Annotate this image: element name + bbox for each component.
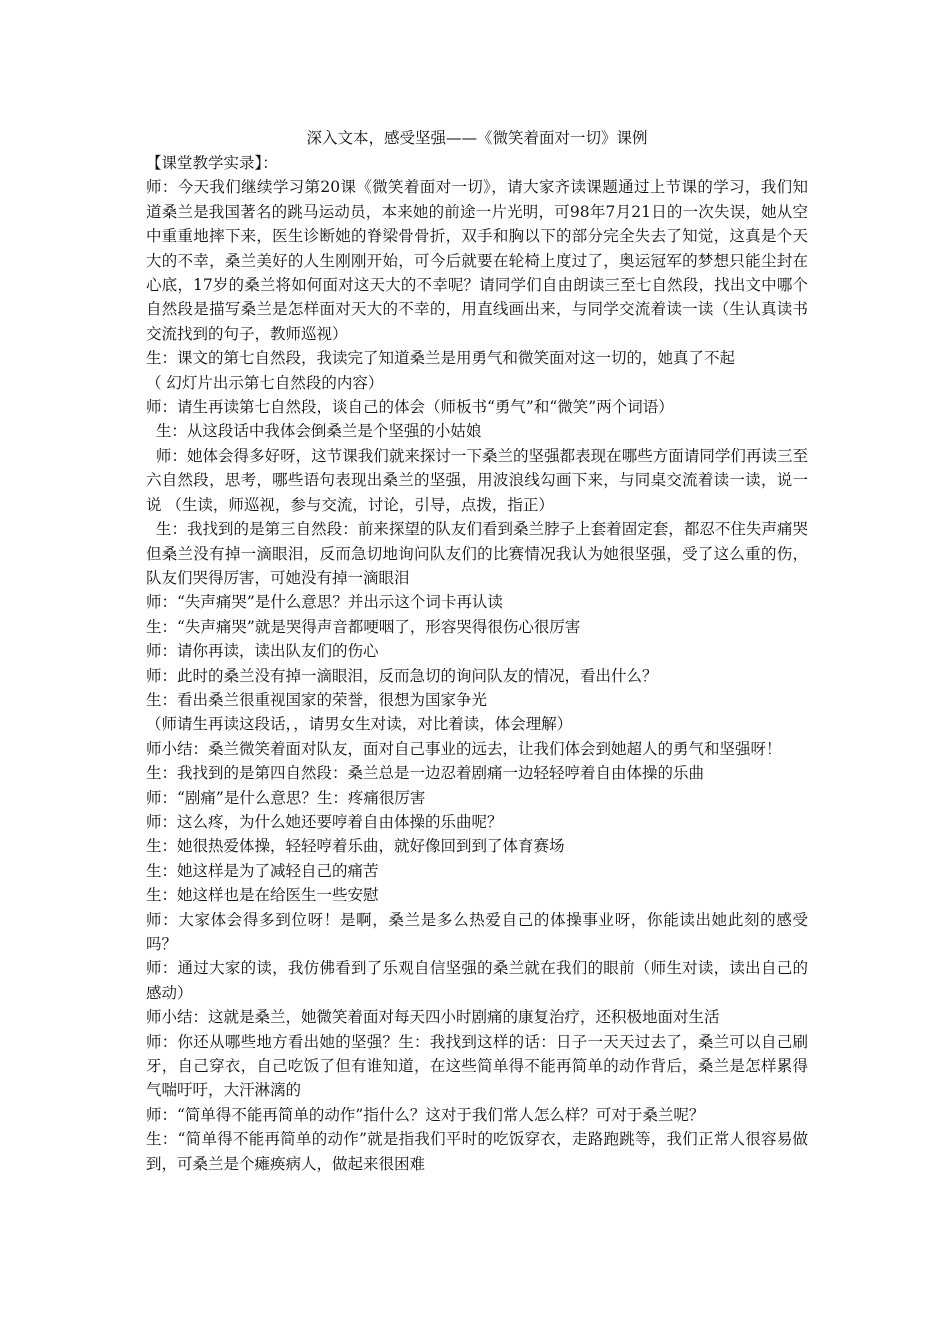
paragraph: （师请生再读这段话，，请男女生对读，对比着读，体会理解） <box>146 715 573 734</box>
paragraph: 生：“简单得不能再简单的动作”就是指我们平时的吃饭穿衣，走路跑跳等，我们正常人很容易做到，可桑兰是个瘫痪病人，做起来很困难 <box>146 1130 808 1173</box>
paragraph: 生：从这段话中我体会倒桑兰是个坚强的小姑娘 <box>146 422 482 441</box>
paragraph: 师小结：这就是桑兰，她微笑着面对每天四小时剧痛的康复治疗，还积极地面对生活 <box>146 1008 720 1027</box>
paragraph: 师：请你再读，读出队友们的伤心 <box>146 642 379 661</box>
paragraph: 生：课文的第七自然段，我读完了知道桑兰是用勇气和微笑面对这一切的，她真了不起 <box>146 349 736 368</box>
paragraph: 师：此时的桑兰没有掉一滴眼泪，反而急切的询问队友的情况，看出什么？ <box>146 666 658 685</box>
section-heading: 【课堂教学实录】： <box>146 154 278 172</box>
paragraph: 生：她这样也是在给医生一些安慰 <box>146 886 379 905</box>
document-page <box>146 126 808 1176</box>
paragraph: 师：这么疼，为什么她还要哼着自由体操的乐曲呢？ <box>146 812 503 831</box>
paragraph: 师：你还从哪些地方看出她的坚强？生：我找到这样的话：日子一天天过去了，桑兰可以自己刷牙，自己穿衣，自己吃饭了但有谁知道，在这些简单得不能再简单的动作背后，桑兰是怎样累得气喘吁吁，大汗淋漓的 <box>146 1032 808 1100</box>
paragraph: 生：“失声痛哭”就是哭得声音都哽咽了，形容哭得很伤心很厉害 <box>146 617 581 636</box>
paragraph: 师：“失声痛哭”是什么意思？并出示这个词卡再认读 <box>146 593 503 612</box>
paragraph: 生：她很热爱体操，轻轻哼着乐曲，就好像回到到了体育赛场 <box>146 837 565 856</box>
paragraph: 师：请生再读第七自然段，谈自己的体会（师板书“勇气”和“微笑”两个词语） <box>146 398 674 417</box>
paragraph: 师：大家体会得多到位呀！是啊，桑兰是多么热爱自己的体操事业呀，你能读出她此刻的感受吗？ <box>146 910 808 953</box>
document-title: 深入文本，感受坚强——《微笑着面对一切》课例 <box>306 129 648 147</box>
paragraph: 师：“剧痛”是什么意思？生：疼痛很厉害 <box>146 788 426 807</box>
paragraph: 生：我找到的是第三自然段：前来探望的队友们看到桑兰脖子上套着固定套，都忍不住失声痛哭但桑兰没有掉一滴眼泪，反而急切地询问队友们的比赛情况我认为她很坚强，受了这么重的伤，队友们哭得厉害，可她没有掉一滴眼泪 <box>146 520 808 587</box>
paragraph: （ 幻灯片出示第七自然段的内容） <box>146 373 384 392</box>
paragraph: 生：看出桑兰很重视国家的荣誉，很想为国家争光 <box>146 690 488 709</box>
paragraph: 生：她这样是为了减轻自己的痛苦 <box>146 861 379 880</box>
paragraph: 师：通过大家的读，我仿佛看到了乐观自信坚强的桑兰就在我们的眼前（师生对读，读出自己的感动） <box>146 959 808 1002</box>
paragraph: 师小结：桑兰微笑着面对队友，面对自己事业的远去，让我们体会到她超人的勇气和坚强呀！ <box>146 739 782 758</box>
paragraph: 师：她体会得多好呀，这节课我们就来探讨一下桑兰的坚强都表现在哪些方面请同学们再读三至六自然段，思考，哪些语句表现出桑兰的坚强，用波浪线勾画下来，与同桌交流着读一读，说一说 （生读，师巡视，参与交流，讨论，引导，点拨，指正） <box>146 446 808 514</box>
paragraph: 师：今天我们继续学习第20课《微笑着面对一切》，请大家齐读课题通过上节课的学习，我们知道桑兰是我国著名的跳马运动员，本来她的前途一片光明，可98年7月21日的一次失误，她从空中重重地摔下来，医生诊断她的脊梁骨骨折，双手和胸以下的部分完全失去了知觉，这真是个天大的不幸，桑兰美好的人生刚刚开始，可今后就要在轮椅上度过了，奥运冠军的梦想只能尘封在心底，17岁的桑兰将如何面对这天大的不幸呢？请同学们自由朗读三至七自然段，找出文中哪个自然段是描写桑兰是怎样面对天大的不幸的，用直线画出来，与同学交流着读一读（生认真读书交流找到的句子，教师巡视） <box>146 178 808 343</box>
paragraph: 师：“简单得不能再简单的动作”指什么？这对于我们常人怎么样？可对于桑兰呢？ <box>146 1105 705 1124</box>
paragraph: 生：我找到的是第四自然段：桑兰总是一边忍着剧痛一边轻轻哼着自由体操的乐曲 <box>146 764 705 783</box>
